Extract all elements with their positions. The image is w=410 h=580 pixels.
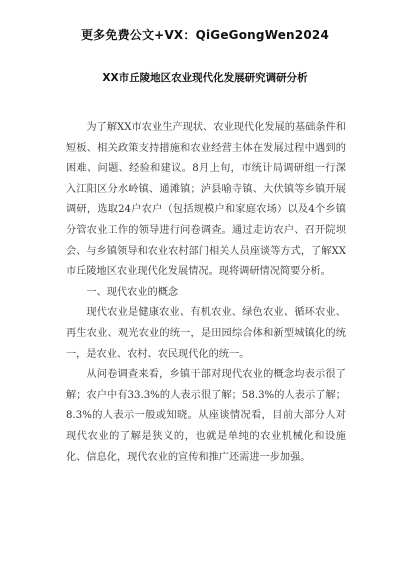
survey-paragraph: 从问卷调查来看，乡镇干部对现代农业的概念均表示很了解；农户中有33.3%的人表示很了解；58.3%的人表示了解；8.3%的人表示一般或知晓。从座谈情况看，目前大部分人对现代农业的了解是狭义的，也就是单纯的农业机械化和设施化、信息化，现代农业的宣传和推广还需进一步加强。 <box>66 369 346 463</box>
document-body <box>66 118 346 468</box>
concept-paragraph: 现代农业是健康农业、有机农业、绿色农业、循环农业、再生农业、观光农业的统一，是田园综合体和新型城镇化的统一，是农业、农村、农民现代化的统一。 <box>66 307 346 360</box>
section-heading: 一、现代农业的概念 <box>86 286 179 298</box>
header-note: 更多免费公文+VX：QiGeGongWen2024 <box>80 28 329 42</box>
intro-paragraph: 为了解XX市农业生产现状、农业现代化发展的基础条件和短板、相关政策支持措施和农业经营主体在发展过程中遇到的困难、问题、经验和建议。8月上旬，市统计局调研组一行深入江阳区分水岭镇、通滩镇；泸县喻寺镇、大伏镇等乡镇开展调研，选取24户农户（包括规模户和家庭农场）以及4个乡镇分管农业工作的领导进行问卷调查。通过走访农户、召开院坝会、与乡镇领导和农业农村部门相关人员座谈等方式，了解XX市丘陵地区农业现代化发展情况。现将调研情况简要分析。 <box>66 122 346 278</box>
document-title: XX市丘陵地区农业现代化发展研究调研分析 <box>102 72 308 84</box>
